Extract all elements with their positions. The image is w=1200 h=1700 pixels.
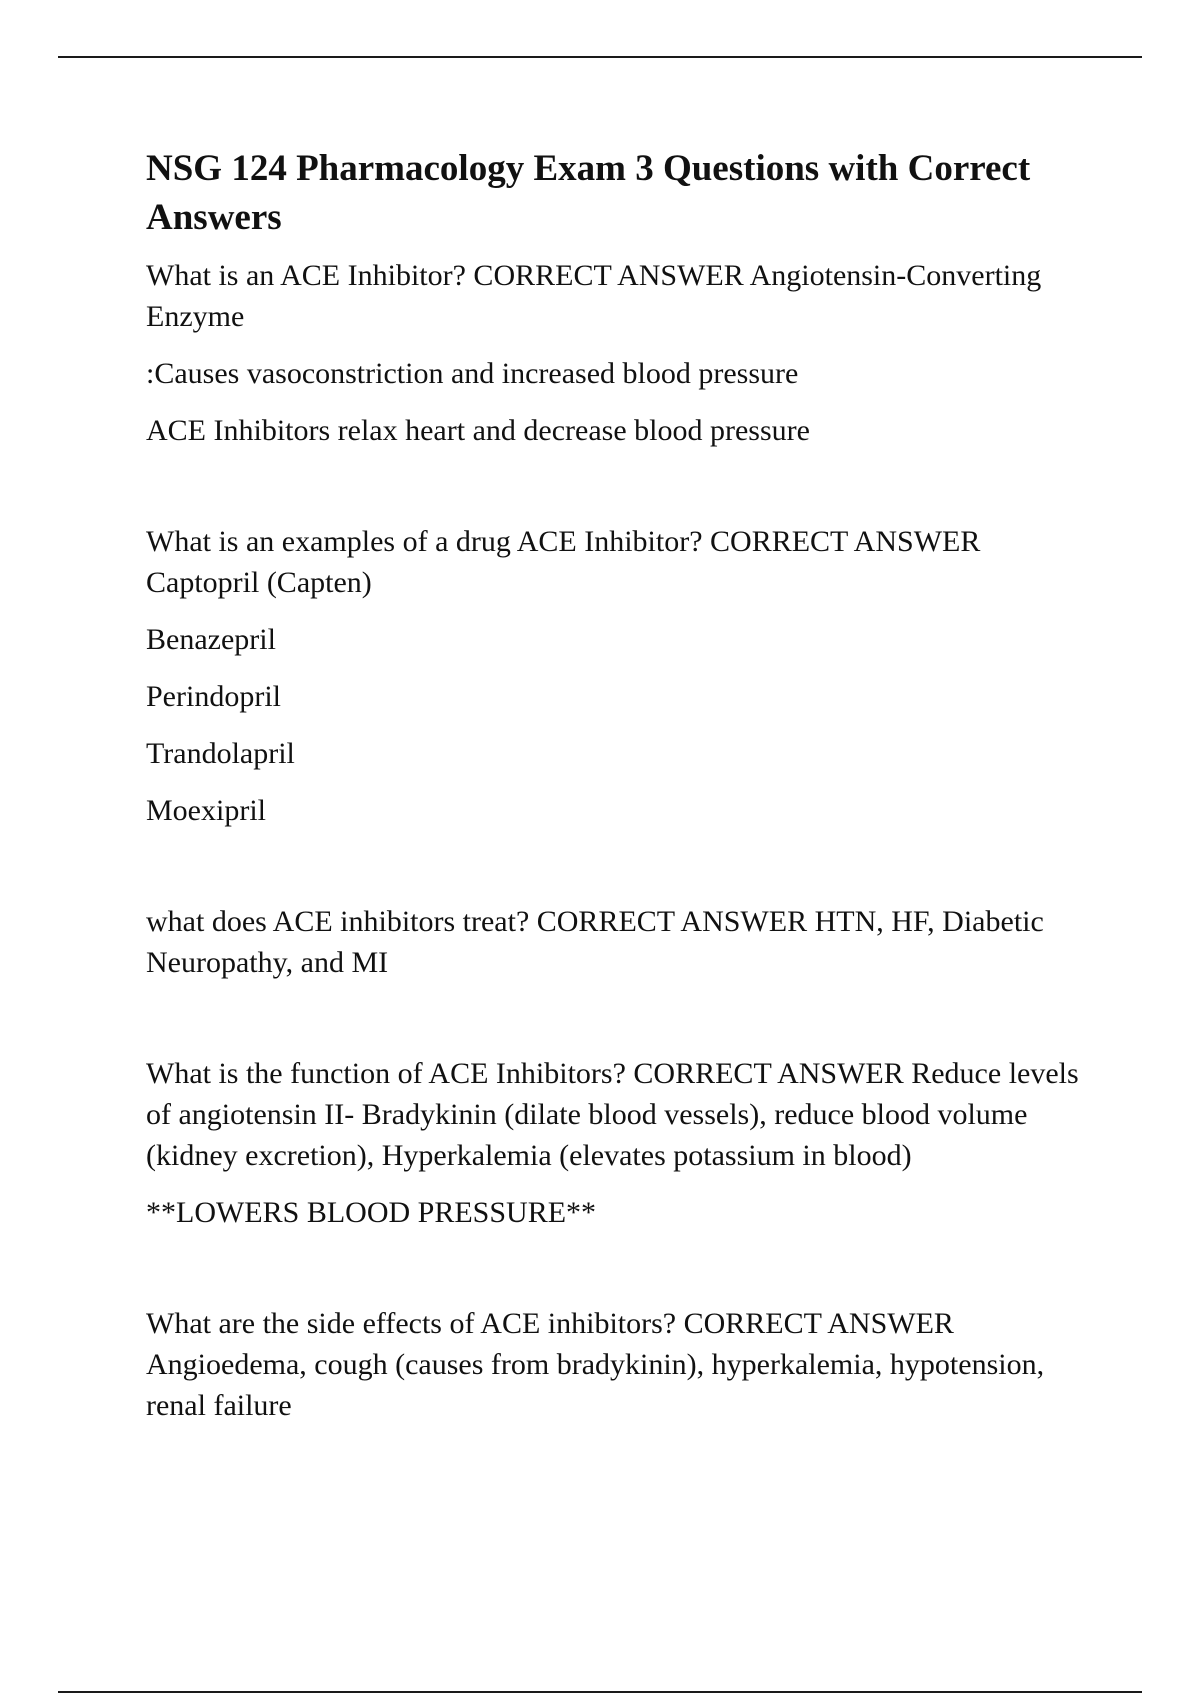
qa-section-drug-examples <box>146 521 1086 831</box>
qa-section-side-effects <box>146 1303 1086 1426</box>
answer-line: **LOWERS BLOOD PRESSURE** <box>146 1196 597 1229</box>
document-body <box>146 144 1086 1442</box>
top-rule <box>58 56 1142 58</box>
section-gap <box>146 999 1086 1053</box>
answer-line: :Causes vasoconstriction and increased blood pressure <box>146 357 799 390</box>
answer-line: Perindopril <box>146 680 281 713</box>
qa-section-ace-inhibitor <box>146 255 1086 451</box>
answer-line: Benazepril <box>146 623 276 656</box>
question-text: What is the function of ACE Inhibitors? CORRECT ANSWER Reduce levels of angiotensin II- Bradykinin (dilate blood vessels), reduce blood volume (kidney excretion), Hyperkalemia (elevates potassium in blood) <box>146 1057 1079 1172</box>
answer-line: ACE Inhibitors relax heart and decrease blood pressure <box>146 414 810 447</box>
section-gap <box>146 467 1086 521</box>
bottom-rule <box>58 1691 1142 1693</box>
question-text: What is an ACE Inhibitor? CORRECT ANSWER Angiotensin-Converting Enzyme <box>146 259 1042 333</box>
question-text: What are the side effects of ACE inhibitors? CORRECT ANSWER Angioedema, cough (causes from bradykinin), hyperkalemia, hypotension, renal failure <box>146 1307 1045 1422</box>
qa-section-treats <box>146 901 1086 983</box>
answer-line: Moexipril <box>146 794 266 827</box>
question-text: What is an examples of a drug ACE Inhibitor? CORRECT ANSWER Captopril (Capten) <box>146 525 981 599</box>
section-gap <box>146 1249 1086 1303</box>
qa-section-function <box>146 1053 1086 1233</box>
question-text: what does ACE inhibitors treat? CORRECT ANSWER HTN, HF, Diabetic Neuropathy, and MI <box>146 905 1044 979</box>
document-title: NSG 124 Pharmacology Exam 3 Questions with Correct Answers <box>146 148 1031 238</box>
answer-line: Trandolapril <box>146 737 295 770</box>
section-gap <box>146 847 1086 901</box>
